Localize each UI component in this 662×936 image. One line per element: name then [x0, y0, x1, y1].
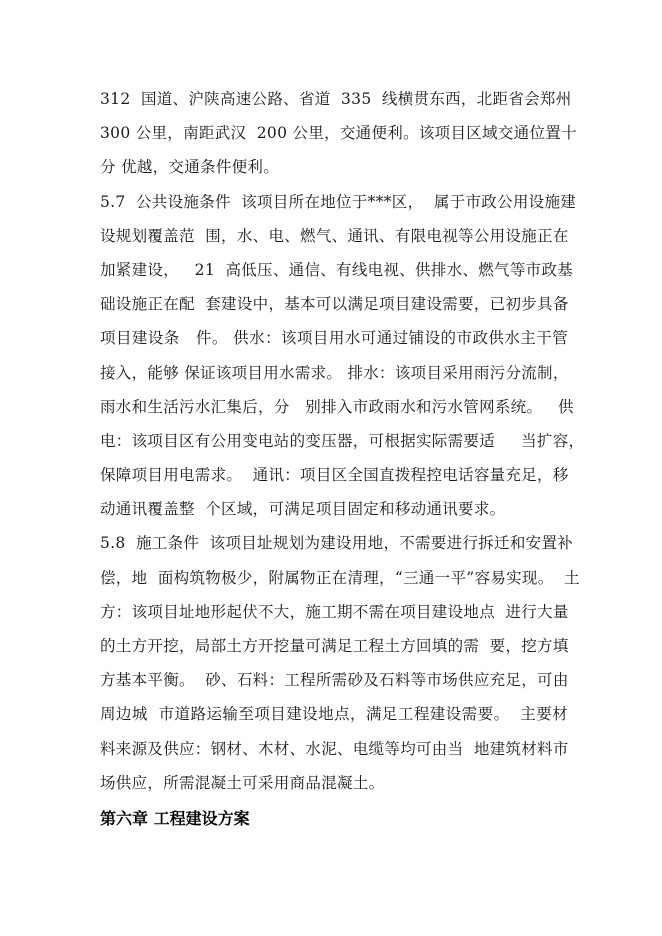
text-line: 的土方开挖，局部土方开挖量可满足工程土方回填的需 要，挖方填 [100, 637, 569, 655]
text-line: 料来源及供应：钢材、木材、水泥、电缆等均可由当 地建筑材料市 [100, 739, 569, 758]
text-line: 5.7 公共设施条件 该项目所在地位于***区， 属于市政公用设施建 [100, 192, 577, 211]
paragraph-section-5-8 [100, 526, 580, 800]
text-line: 础设施正在配 套建设中，基本可以满足项目建设需要，已初步具备 [100, 295, 569, 314]
text-line: 场供应，所需混凝土可采用商品混凝土。 [100, 773, 385, 792]
text-line: 接入，能够 保证该项目用水需求。 排水：该项目采用雨污分流制， [100, 363, 569, 382]
text-line: 周边城 市道路运输至项目建设地点，满足工程建设需要。 主要材 [100, 705, 568, 724]
text-line: 5.8 施工条件 该项目址规划为建设用地，不需要进行拆迁和安置补 [100, 534, 574, 553]
paragraph-traffic [100, 82, 577, 185]
text-line: 分 优越，交通条件便利。 [100, 158, 280, 177]
document-body [100, 82, 585, 836]
text-line: 雨水和生活污水汇集后，分 别排入市政雨水和污水管网系统。 供 [100, 397, 574, 416]
text-line: 方基本平衡。 砂、石料：工程所需砂及石料等市场供应充足，可由 [100, 671, 569, 690]
chapter-heading: 第六章 工程建设方案 [100, 808, 250, 828]
paragraph-section-5-7 [100, 185, 585, 527]
text-line: 设规划覆盖范 围，水、电、燃气、通讯、有限电视等公用设施正在 [100, 226, 569, 245]
text-line: 保障项目用电需求。 通讯：项目区全国直拨程控电话容量充足，移 [100, 466, 569, 485]
text-line: 加紧建设， 21 高低压、通信、有线电视、供排水、燃气等市政基 [100, 260, 574, 279]
text-line: 312 国道、沪陕高速公路、省道 335 线横贯东西，北距省会郑州 [100, 90, 572, 108]
text-line: 方：该项目址地形起伏不大，施工期不需在项目建设地点 进行大量 [100, 602, 569, 621]
text-line: 项目建设条 件。 供水：该项目用水可通过铺设的市政供水主干管 [100, 329, 568, 348]
text-line: 偿，地 面构筑物极少，附属物正在清理，“三通一平”容易实现。 土 [100, 568, 580, 587]
text-line: 动通讯覆盖整 个区域，可满足项目固定和移动通讯要求。 [100, 500, 506, 519]
text-line: 300 公里，南距武汉 200 公里，交通便利。该项目区域交通位置十 [100, 124, 577, 143]
text-line: 电：该项目区有公用变电站的变压器，可根据实际需要适 当扩容， [100, 431, 585, 450]
